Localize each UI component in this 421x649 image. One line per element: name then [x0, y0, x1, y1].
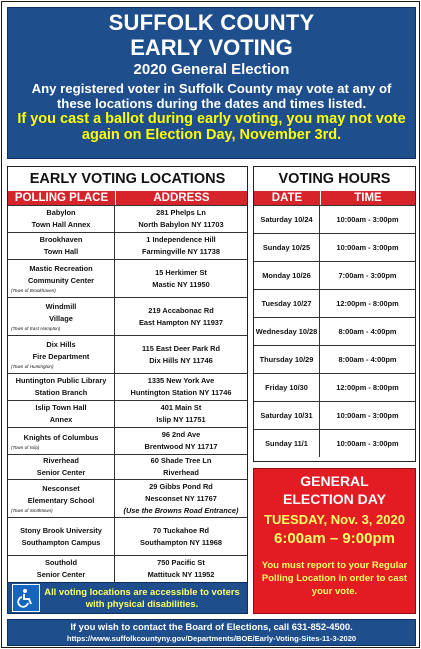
polling-place-town: (Town of Islip)	[11, 444, 40, 450]
address-cell	[115, 455, 247, 479]
time-cell: 10:00am - 3:00pm	[336, 215, 399, 224]
address-line: North Babylon NY 11703	[138, 220, 224, 229]
location-row	[8, 555, 247, 582]
county-title: SUFFOLK COUNTY	[108, 10, 315, 35]
address-cell	[115, 260, 247, 297]
polling-place-cell	[8, 428, 115, 454]
election-day-title-1: GENERAL	[300, 473, 369, 489]
address-cell	[115, 556, 247, 582]
polling-place-name: Mastic Recreation	[29, 264, 93, 273]
election-day-date: TUESDAY, Nov. 3, 2020	[264, 512, 405, 527]
polling-place-name: Southampton Campus	[21, 537, 101, 547]
date-cell: Wednesday 10/28	[254, 318, 320, 345]
time-cell: 7:00am - 3:00pm	[338, 271, 397, 280]
col-time: TIME	[354, 192, 382, 204]
polling-place-town: (Town of Smithtown)	[11, 508, 53, 513]
location-row	[8, 454, 247, 479]
address-line: 401 Main St	[160, 403, 202, 412]
polling-place-town: (Town of East Hampton)	[11, 326, 61, 331]
date-cell: Thursday 10/29	[254, 346, 320, 373]
col-polling-place: POLLING PLACE	[8, 191, 116, 205]
locations-header-row	[8, 191, 247, 205]
polling-place-name: Islip Town Hall	[35, 403, 87, 412]
polling-place-cell	[8, 336, 115, 373]
accessibility-banner	[7, 582, 248, 614]
address-cell	[115, 480, 247, 517]
footer-banner	[7, 619, 416, 646]
address-line: Southampton NY 11968	[139, 537, 222, 547]
time-cell: 10:00am - 3:00pm	[336, 411, 399, 420]
hours-rows	[254, 205, 415, 457]
polling-place-name: Senior Center	[36, 468, 86, 477]
address-line: 219 Accabonac Rd	[148, 305, 214, 315]
polling-place-cell	[8, 401, 115, 427]
hours-row	[254, 233, 415, 261]
polling-place-name: Annex	[49, 415, 73, 424]
election-day-note: You must report to your Regular Polling Location in order to cast your vote.	[261, 560, 408, 597]
polling-place-name: Riverhead	[43, 456, 79, 465]
polling-place-name: Brookhaven	[39, 235, 83, 244]
polling-place-cell	[8, 233, 115, 259]
location-row	[8, 427, 247, 454]
polling-place-cell	[8, 206, 115, 232]
address-line: East Hampton NY 11937	[138, 317, 224, 327]
polling-place-name: Senior Center	[36, 570, 86, 579]
location-row	[8, 335, 247, 373]
time-cell: 12:00pm - 8:00pm	[336, 383, 399, 392]
address-line: Mattituck NY 11952	[147, 570, 215, 579]
location-row	[8, 259, 247, 297]
address-line: 15 Herkimer St	[155, 267, 207, 277]
address-cell	[115, 233, 247, 259]
election-subtitle: 2020 General Election	[133, 61, 290, 78]
date-cell: Saturday 10/24	[254, 206, 320, 233]
polling-place-name: Dix Hills	[46, 340, 76, 349]
header-banner	[7, 7, 416, 159]
polling-place-cell	[8, 298, 115, 335]
polling-place-name: Elementary School	[27, 496, 95, 505]
address-line: 281 Phelps Ln	[156, 208, 206, 217]
time-cell: 12:00pm - 8:00pm	[336, 299, 399, 308]
location-row	[8, 373, 247, 400]
location-row	[8, 297, 247, 335]
wheelchair-icon	[12, 584, 40, 612]
polling-place-name: Fire Department	[32, 352, 90, 361]
address-cell	[115, 428, 247, 454]
address-line: Mastic NY 11950	[152, 279, 210, 289]
address-line: 29 Gibbs Pond Rd	[149, 481, 213, 491]
hours-row	[254, 373, 415, 401]
address-line: 70 Tuckahoe Rd	[152, 525, 210, 535]
address-line: 750 Pacific St	[157, 558, 205, 567]
date-cell: Sunday 11/1	[254, 430, 320, 457]
election-day-time: 6:00am – 9:00pm	[274, 530, 395, 547]
address-cell	[115, 336, 247, 373]
date-cell: Tuesday 10/27	[254, 290, 320, 317]
address-line: 115 East Deer Park Rd	[141, 343, 221, 353]
election-day-title-2: ELECTION DAY	[283, 491, 386, 507]
polling-place-cell	[8, 556, 115, 582]
polling-place-town: (Town of Brookhaven)	[11, 288, 56, 293]
hours-row	[254, 317, 415, 345]
address-line: Dix Hills NY 11746	[149, 355, 213, 365]
hours-row	[254, 261, 415, 289]
date-cell: Sunday 10/25	[254, 234, 320, 261]
eligibility-text: Any registered voter in Suffolk County may vote at any of these locations during the dates and times listed.	[31, 81, 392, 111]
time-cell: 8:00am - 4:00pm	[338, 327, 397, 336]
address-cell	[115, 518, 247, 555]
locations-title: EARLY VOTING LOCATIONS	[29, 171, 226, 187]
location-row	[8, 479, 247, 517]
location-row	[8, 205, 247, 232]
polling-place-cell	[8, 260, 115, 297]
polling-place-name: Community Center	[27, 276, 95, 285]
polling-place-cell	[8, 518, 115, 555]
address-line: 1 Independence Hill	[146, 235, 216, 244]
polling-place-cell	[8, 455, 115, 479]
accessibility-text: All voting locations are accessible to voters with physical disabilities.	[44, 586, 240, 609]
hours-row	[254, 345, 415, 373]
early-voting-title: EARLY VOTING	[130, 35, 293, 60]
address-line: Huntington Station NY 11746	[130, 388, 232, 397]
address-line: Farmingville NY 11738	[142, 247, 220, 256]
polling-place-cell	[8, 480, 115, 517]
polling-place-name: Village	[49, 314, 73, 323]
polling-place-cell	[8, 374, 115, 400]
website-link[interactable]: https://www.suffolkcountyny.gov/Departments/BOE/Early-Voting-Sites-11-3-2020	[66, 634, 357, 643]
col-date: DATE	[254, 191, 321, 205]
address-line: 60 Shade Tree Ln	[150, 456, 212, 465]
date-cell: Saturday 10/31	[254, 402, 320, 429]
address-line: Brentwood NY 11717	[144, 442, 218, 451]
location-row	[8, 400, 247, 427]
address-cell	[115, 206, 247, 232]
hours-row	[254, 205, 415, 233]
polling-place-name: Knights of Columbus	[23, 432, 99, 442]
address-line: 96 2nd Ave	[161, 430, 201, 439]
address-line: 1335 New York Ave	[147, 376, 215, 385]
date-cell: Friday 10/30	[254, 374, 320, 401]
polling-place-name: Babylon	[46, 208, 76, 217]
locations-table	[7, 166, 248, 591]
time-cell: 10:00am - 3:00pm	[336, 439, 399, 448]
location-row	[8, 517, 247, 555]
polling-place-name: Nesconset	[42, 484, 80, 493]
date-cell: Monday 10/26	[254, 262, 320, 289]
address-cell	[115, 401, 247, 427]
polling-place-name: Southold	[44, 558, 78, 567]
hours-title: VOTING HOURS	[278, 171, 391, 187]
polling-place-name: Town Hall Annex	[31, 220, 91, 229]
polling-place-town: (Town of Huntington)	[11, 364, 54, 369]
col-address: ADDRESS	[153, 192, 210, 204]
polling-place-name: Station Branch	[34, 388, 88, 397]
polling-place-name: Town Hall	[43, 247, 79, 256]
warning-text: If you cast a ballot during early voting, you may not vote again on Election Day, November 3rd.	[17, 111, 406, 143]
polling-place-name: Windmill	[45, 302, 77, 311]
locations-rows	[8, 205, 247, 582]
hours-header-row	[254, 191, 415, 205]
address-cell	[115, 298, 247, 335]
hours-table	[253, 166, 416, 462]
time-cell: 10:00am - 3:00pm	[336, 243, 399, 252]
address-line: (Use the Browns Road Entrance)	[123, 505, 239, 515]
hours-row	[254, 429, 415, 457]
election-day-box	[253, 468, 416, 614]
address-line: Riverhead	[163, 468, 199, 477]
polling-place-name: Huntington Public Library	[15, 376, 107, 385]
polling-place-name: Stony Brook University	[20, 525, 102, 535]
location-row	[8, 232, 247, 259]
address-line: Nesconset NY 11767	[145, 493, 217, 503]
hours-row	[254, 401, 415, 429]
address-cell	[115, 374, 247, 400]
flyer	[1, 1, 420, 648]
address-line: Islip NY 11751	[156, 415, 206, 424]
hours-row	[254, 289, 415, 317]
time-cell: 8:00am - 4:00pm	[338, 355, 397, 364]
contact-text: If you wish to contact the Board of Elections, call 631-852-4500.	[70, 621, 353, 632]
